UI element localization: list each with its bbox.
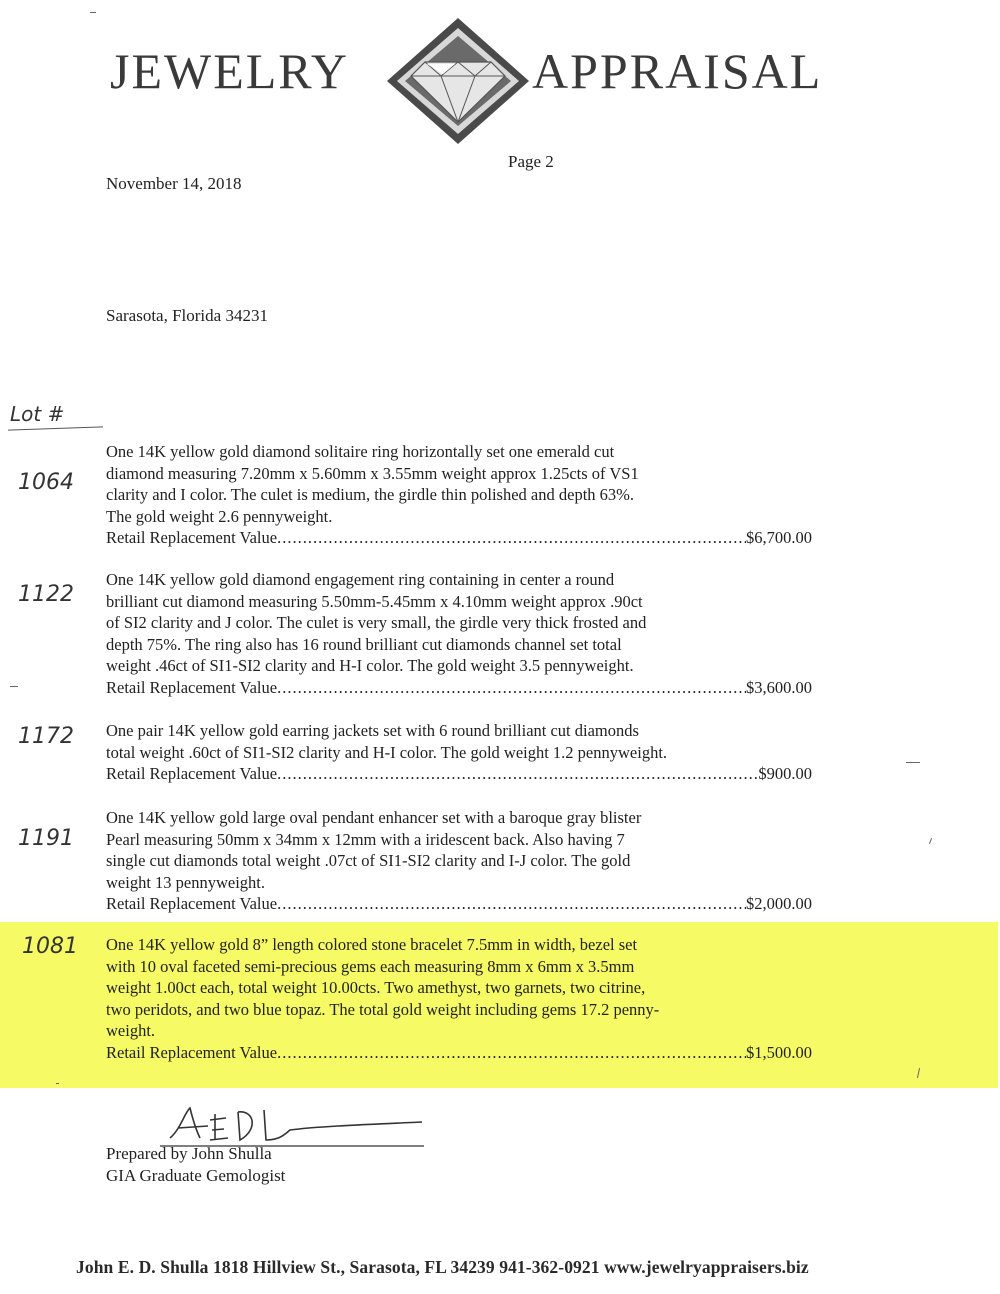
retail-value-amount: $6,700.00 bbox=[746, 528, 812, 547]
appraisal-item bbox=[106, 441, 826, 549]
item-description-line: total weight .60ct of SI1-SI2 clarity and H-I color. The gold weight 1.2 pennyweight. bbox=[106, 742, 668, 762]
item-description-line: One 14K yellow gold 8” length colored stone bracelet 7.5mm in width, bezel set bbox=[106, 935, 638, 954]
lot-number: 1172 bbox=[18, 724, 74, 749]
item-description-line: clarity and I color. The culet is medium, the girdle thin polished and depth 63%. bbox=[106, 485, 635, 504]
appraisal-item bbox=[106, 720, 826, 785]
appraisal-item bbox=[106, 807, 826, 915]
item-description-line: weight 1.00ct each, total weight 10.00cts. Two amethyst, two garnets, two citrine, bbox=[106, 978, 646, 997]
retail-value-amount: $1,500.00 bbox=[746, 1042, 812, 1062]
handwritten-lot-header: Lot # bbox=[10, 402, 65, 426]
lot-number: 1191 bbox=[18, 826, 74, 851]
scan-speck bbox=[90, 12, 96, 13]
item-description-line: weight .46ct of SI1-SI2 clarity and H-I color. The gold weight 3.5 pennyweight. bbox=[106, 656, 634, 675]
appraisal-item-highlighted bbox=[106, 934, 826, 1063]
retail-value-line bbox=[106, 527, 812, 549]
header-title-right: APPRAISAL bbox=[532, 43, 823, 99]
retail-value-label: Retail Replacement Value bbox=[106, 528, 278, 547]
item-description-line: One 14K yellow gold diamond solitaire ring horizontally set one emerald cut bbox=[106, 442, 615, 461]
footer-contact: John E. D. Shulla 1818 Hillview St., Sarasota, FL 34239 941-362-0921 www.jewelryappraisers.biz bbox=[76, 1257, 809, 1277]
leader-dots bbox=[277, 527, 746, 549]
item-description-line: weight. bbox=[106, 1021, 156, 1040]
retail-value-amount: $900.00 bbox=[758, 764, 812, 783]
item-description-line: single cut diamonds total weight .07ct of SI1-SI2 clarity and I-J color. The gold bbox=[106, 851, 631, 870]
leader-dots bbox=[277, 1042, 746, 1064]
prepared-by: Prepared by John Shulla bbox=[106, 1144, 272, 1163]
lot-number: 1081 bbox=[22, 934, 78, 959]
appraiser-title: GIA Graduate Gemologist bbox=[106, 1166, 286, 1185]
retail-value-label: Retail Replacement Value bbox=[106, 764, 278, 783]
document-date: November 14, 2018 bbox=[106, 174, 242, 193]
appraisal-item bbox=[106, 569, 826, 698]
leader-dots bbox=[277, 763, 758, 785]
item-description-line: brilliant cut diamond measuring 5.50mm-5.45mm x 4.10mm weight approx .90ct bbox=[106, 591, 643, 611]
item-description-line: Pearl measuring 50mm x 34mm x 12mm with a iridescent back. Also having 7 bbox=[106, 829, 625, 849]
item-description-line: two peridots, and two blue topaz. The total gold weight including gems 17.2 penny- bbox=[106, 999, 660, 1019]
retail-value-line bbox=[106, 893, 812, 915]
retail-value-amount: $2,000.00 bbox=[746, 894, 812, 913]
diamond-logo-icon bbox=[383, 14, 533, 148]
scan-speck bbox=[56, 1083, 59, 1084]
page-number: Page 2 bbox=[508, 152, 554, 171]
item-description-line: One 14K yellow gold diamond engagement ring containing in center a round bbox=[106, 570, 615, 589]
retail-value-label: Retail Replacement Value bbox=[106, 677, 278, 697]
lot-number: 1064 bbox=[18, 470, 74, 495]
item-description-line: weight 13 pennyweight. bbox=[106, 872, 266, 892]
lot-header-underline bbox=[8, 426, 103, 430]
retail-value-line bbox=[106, 1042, 812, 1064]
item-description-line: One pair 14K yellow gold earring jackets set with 6 round brilliant cut diamonds bbox=[106, 721, 639, 740]
scan-speck bbox=[929, 838, 932, 844]
retail-value-amount: $3,600.00 bbox=[746, 677, 812, 697]
retail-value-line bbox=[106, 763, 812, 785]
scan-speck bbox=[10, 686, 18, 687]
retail-value-label: Retail Replacement Value bbox=[106, 1042, 278, 1062]
leader-dots bbox=[277, 677, 746, 699]
item-description-line: with 10 oval faceted semi-precious gems each measuring 8mm x 6mm x 3.5mm bbox=[106, 956, 635, 976]
client-address: Sarasota, Florida 34231 bbox=[106, 306, 268, 325]
item-description-line: depth 75%. The ring also has 16 round brilliant cut diamonds channel set total bbox=[106, 634, 622, 654]
lot-number: 1122 bbox=[18, 582, 74, 607]
item-description-line: The gold weight 2.6 pennyweight. bbox=[106, 506, 333, 526]
item-description-line: of SI2 clarity and J color. The culet is very small, the girdle very thick frosted and bbox=[106, 613, 647, 632]
retail-value-line bbox=[106, 677, 812, 699]
header-title-left: JEWELRY bbox=[110, 43, 349, 99]
item-description-line: One 14K yellow gold large oval pendant enhancer set with a baroque gray blister bbox=[106, 808, 642, 827]
leader-dots bbox=[277, 893, 746, 915]
retail-value-label: Retail Replacement Value bbox=[106, 894, 278, 913]
signature-scribble bbox=[160, 1100, 430, 1148]
scan-speck bbox=[906, 762, 920, 763]
item-description-line: diamond measuring 7.20mm x 5.60mm x 3.55mm weight approx 1.25cts of VS1 bbox=[106, 463, 639, 483]
